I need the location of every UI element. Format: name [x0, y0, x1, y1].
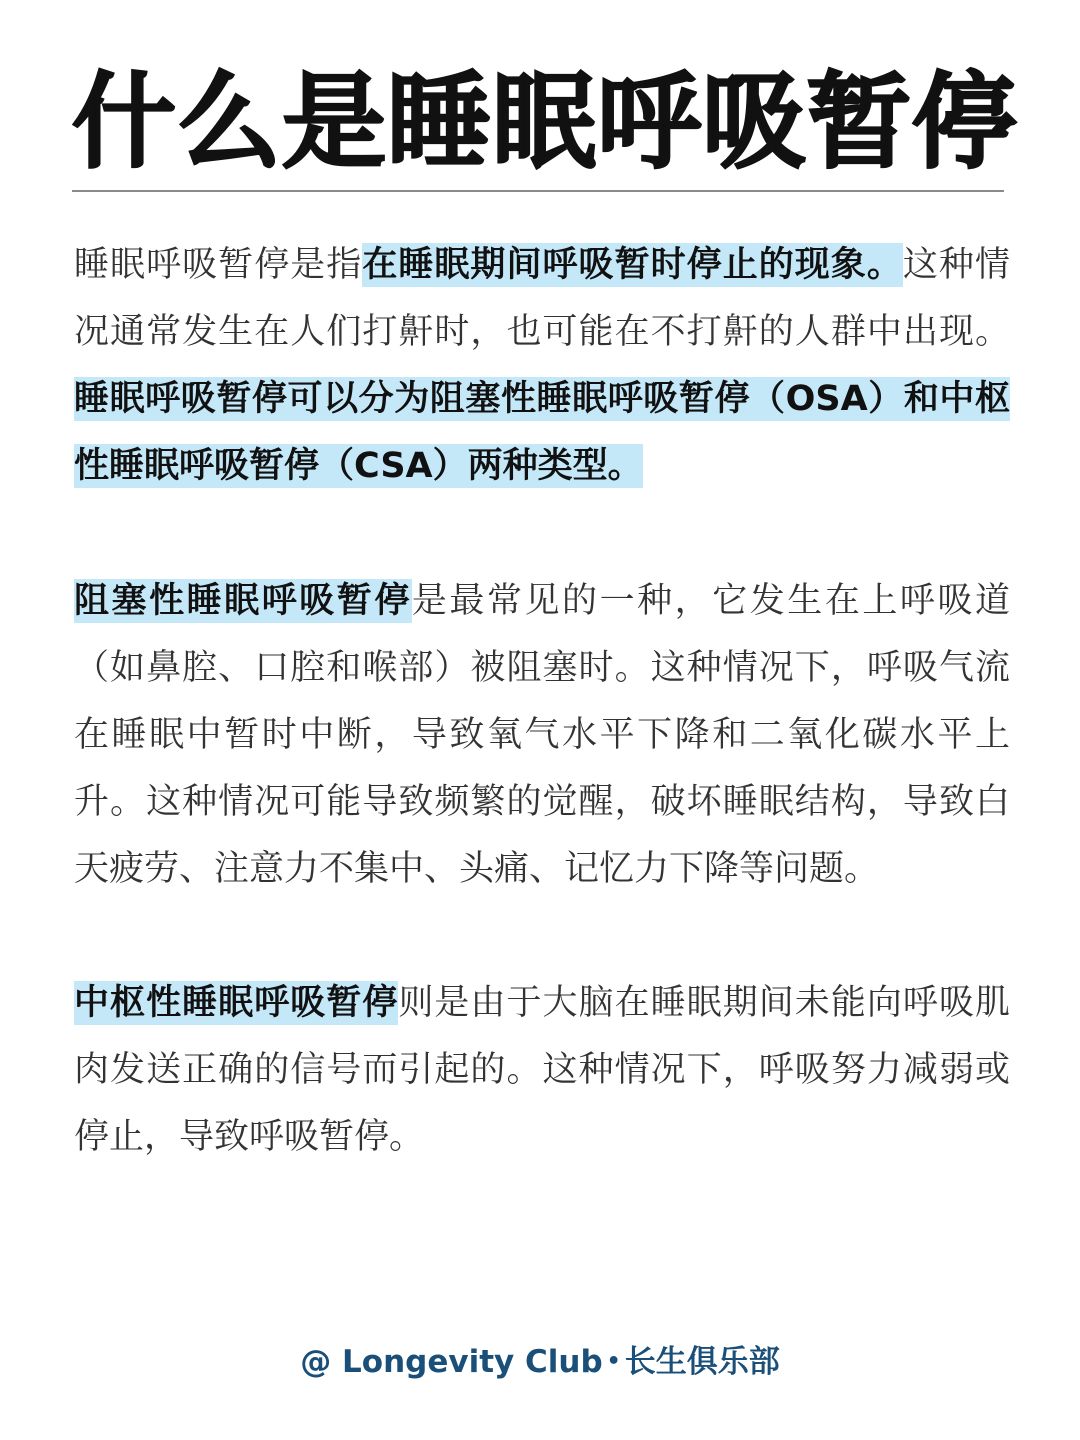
text-segment: 则是由于大脑在睡眠期间未能向呼吸肌肉发送正确的信号而引起的。这种情况下，呼吸努力减弱或停止，导致呼吸暂停。: [74, 983, 1010, 1157]
highlighted-text: 在睡眠期间呼吸暂时停止的现象。: [362, 245, 903, 285]
paragraph-osa: [74, 568, 1010, 903]
highlighted-text: 中枢性睡眠呼吸暂停: [74, 983, 399, 1023]
text-segment: 睡眠呼吸暂停是指: [74, 245, 363, 285]
paragraph-definition: [74, 232, 1010, 500]
paragraph-csa: [74, 970, 1010, 1171]
text-segment: 这种情况通常发生在人们打鼾时，也可能在不打鼾的人群中出现。: [74, 245, 1010, 352]
highlighted-text: 阻塞性睡眠呼吸暂停: [74, 581, 412, 621]
footer-credit: [0, 1336, 1080, 1381]
text-segment: 是最常见的一种，它发生在上呼吸道（如鼻腔、口腔和喉部）被阻塞时。这种情况下，呼吸气流在睡眠中暂时中断，导致氧气水平下降和二氧化碳水平上升。这种情况可能导致频繁的觉醒，破坏睡眠结构，导致白天疲劳、注意力不集中、头痛、记忆力下降等问题。: [74, 581, 1010, 889]
footer-separator: •: [606, 1349, 621, 1374]
title-divider: [72, 190, 1004, 192]
footer-handle: @ Longevity Club: [300, 1344, 603, 1380]
page-title: 什么是睡眠呼吸暂停: [72, 61, 1018, 183]
highlighted-text: 睡眠呼吸暂停可以分为阻塞性睡眠呼吸暂停（OSA）和中枢性睡眠呼吸暂停（CSA）两种类型。: [74, 379, 1010, 486]
footer-brand: 长生俱乐部: [624, 1344, 780, 1380]
